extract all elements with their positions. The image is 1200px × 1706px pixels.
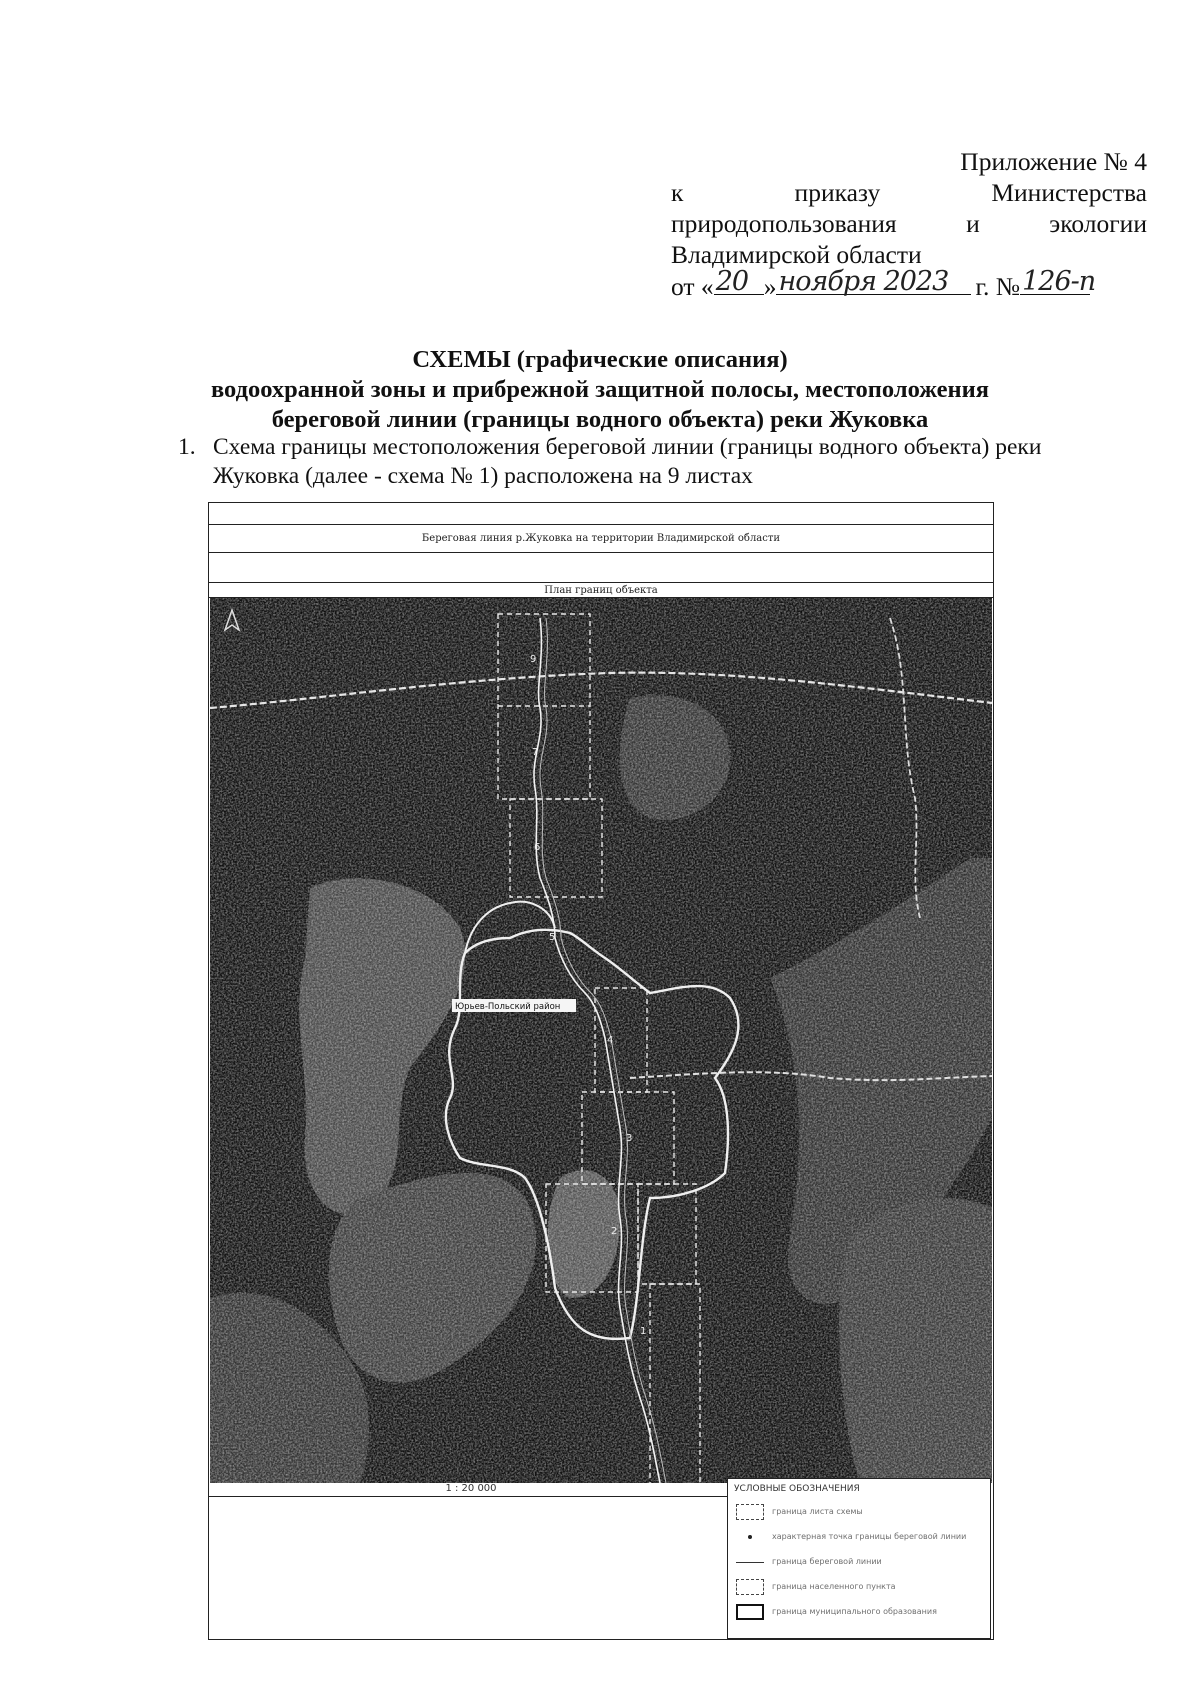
number-prefix: г. № [975, 272, 1021, 301]
list-number: 1. [178, 434, 196, 460]
order-line-1 [671, 177, 1147, 208]
date-number-line [671, 266, 1147, 302]
order-word: природопользования [671, 209, 897, 238]
sheet-number-label: 7 [532, 747, 539, 758]
order-number-handwritten: 126-п [1022, 266, 1096, 297]
frame-blank-row [209, 503, 993, 525]
legend-item [728, 1574, 990, 1599]
order-word: приказу [794, 178, 881, 207]
legend-label: граница населенного пункта [772, 1582, 896, 1591]
document-subtitle-line-1: водоохранной зоны и прибрежной защитной полосы, местоположения [210, 376, 990, 403]
frame-caption-row [209, 525, 993, 553]
map-caption-top: Береговая линия р.Жуковка на территории Владимирской области [421, 533, 781, 544]
order-word: Министерства [991, 178, 1147, 207]
sheet-number-label: 3 [626, 1133, 633, 1144]
legend-dash-box-icon [736, 1504, 764, 1520]
sheet-number-label: 5 [549, 932, 556, 943]
legend-line-icon [736, 1554, 764, 1570]
appendix-title: Приложение № 4 [960, 147, 1147, 176]
list-item [178, 433, 1118, 491]
map-scale: 1 : 20 000 [209, 1483, 734, 1497]
map-drawing [210, 598, 992, 1483]
legend-title: УСЛОВНЫЕ ОБОЗНАЧЕНИЯ [734, 1484, 860, 1494]
sheet-number-label: 6 [534, 842, 541, 853]
legend-label: граница береговой линии [772, 1557, 882, 1566]
date-prefix: от « [671, 272, 714, 301]
map-legend [727, 1478, 991, 1639]
order-word: экологии [1049, 209, 1147, 238]
frame-plan-row [209, 583, 993, 598]
legend-item [728, 1524, 990, 1549]
legend-dash-box-icon [736, 1579, 764, 1595]
list-text: Схема границы местоположения береговой линии (границы водного объекта) реки Жуковка (далее - схема № 1) расположена на 9 листах [213, 434, 1042, 489]
legend-solid-box-icon [736, 1604, 764, 1620]
order-word: и [966, 209, 980, 238]
legend-label: граница листа схемы [772, 1507, 863, 1516]
legend-label: характерная точка границы береговой линии [772, 1532, 967, 1541]
order-word: к [671, 178, 684, 207]
sheet-number-label: 1 [640, 1326, 647, 1337]
legend-item [728, 1549, 990, 1574]
sheet-number-label: 2 [611, 1226, 618, 1237]
appendix-header [671, 146, 1147, 302]
legend-label: граница муниципального образования [772, 1607, 937, 1616]
order-line-2 [671, 208, 1147, 239]
legend-dot-icon [736, 1529, 764, 1545]
date-day-field [714, 266, 764, 297]
satellite-map [210, 598, 992, 1483]
region-line: Владимирской области [671, 240, 922, 269]
date-month-year-field [776, 266, 971, 297]
date-month-year-handwritten: ноября 2023 [778, 266, 949, 297]
document-subtitle-line-2: береговой линии (границы водного объекта) реки Жуковка [271, 406, 929, 433]
date-day-handwritten: 20 [715, 266, 749, 297]
legend-item [728, 1599, 990, 1624]
date-mid: » [763, 272, 777, 301]
document-title: СХЕМЫ (графические описания) [412, 346, 788, 373]
map-frame [208, 502, 994, 1640]
legend-item [728, 1499, 990, 1524]
sheet-number-label: 9 [530, 654, 537, 665]
order-number-field [1020, 266, 1096, 297]
map-texture-fine [210, 598, 992, 1483]
frame-blank-row [209, 553, 993, 583]
sheet-number-label: 4 [607, 1035, 614, 1046]
map-caption-plan: План границ объекта [544, 585, 658, 596]
district-label: Юрьев-Польский район [455, 1002, 561, 1012]
